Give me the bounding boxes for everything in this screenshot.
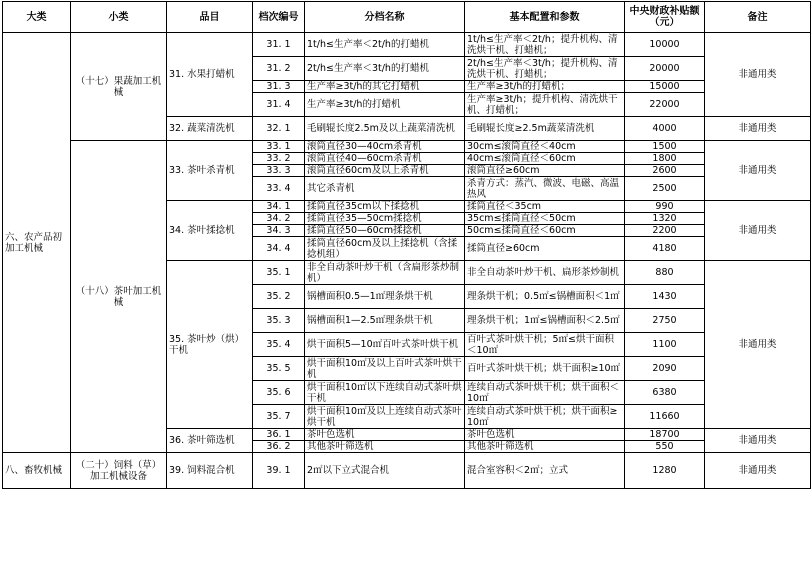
- tier-name: 烘干面积10㎡及以上连续自动式茶叶烘干机: [305, 405, 465, 429]
- table-row: [3, 33, 811, 57]
- tier-name: 其他茶叶筛选机: [305, 441, 465, 453]
- subsidy-value: 4000: [625, 117, 705, 141]
- remark-cell: 非通用类: [705, 33, 811, 117]
- tier-name: 揉筒直径60cm及以上揉捻机（含揉捻机组）: [305, 237, 465, 261]
- subsidy-value: 1320: [625, 213, 705, 225]
- tier-code: 31. 3: [253, 81, 305, 93]
- tier-code: 33. 4: [253, 177, 305, 201]
- tier-name: 2㎡以下立式混合机: [305, 453, 465, 489]
- tier-name: 1t/h≤生产率＜2t/h的打蜡机: [305, 33, 465, 57]
- subsidy-value: 2200: [625, 225, 705, 237]
- subsidy-value: 6380: [625, 381, 705, 405]
- tier-spec: 茶叶色选机: [465, 429, 625, 441]
- subsidy-value: 10000: [625, 33, 705, 57]
- tier-code: 32. 1: [253, 117, 305, 141]
- tier-name: 毛刷辊长度2.5m及以上蔬菜清洗机: [305, 117, 465, 141]
- subsidy-value: 1500: [625, 141, 705, 153]
- subsidy-value: 990: [625, 201, 705, 213]
- tier-code: 35. 4: [253, 333, 305, 357]
- tier-spec: 50cm≤揉筒直径＜60cm: [465, 225, 625, 237]
- remark-cell: 非通用类: [705, 261, 811, 429]
- tier-code: 31. 1: [253, 33, 305, 57]
- tier-spec: 30cm≤滚筒直径＜40cm: [465, 141, 625, 153]
- tier-name: 茶叶色选机: [305, 429, 465, 441]
- subsidy-value: 22000: [625, 93, 705, 117]
- subsidy-value: 2600: [625, 165, 705, 177]
- subsidy-value: 20000: [625, 57, 705, 81]
- item-cell: 31. 水果打蜡机: [167, 33, 253, 117]
- tier-code: 35. 6: [253, 381, 305, 405]
- subsidy-value: 11660: [625, 405, 705, 429]
- tier-spec: 滚筒直径≥60cm: [465, 165, 625, 177]
- subsidy-value: 15000: [625, 81, 705, 93]
- subsidy-value: 1430: [625, 285, 705, 309]
- tier-code: 34. 3: [253, 225, 305, 237]
- tier-spec: 揉筒直径≥60cm: [465, 237, 625, 261]
- tier-spec: 连续自动式茶叶烘干机；烘干面积＜10㎡: [465, 381, 625, 405]
- subsidy-value: 2500: [625, 177, 705, 201]
- tier-spec: 毛刷辊长度≥2.5m蔬菜清洗机: [465, 117, 625, 141]
- tier-name: 生产率≥3t/h的其它打蜡机: [305, 81, 465, 93]
- tier-spec: 其他茶叶筛选机: [465, 441, 625, 453]
- tier-spec: 理条烘干机；0.5㎡≤锅槽面积＜1㎡: [465, 285, 625, 309]
- subsidy-value: 880: [625, 261, 705, 285]
- item-cell: 35. 茶叶炒（烘）干机: [167, 261, 253, 429]
- header-item: 品目: [167, 2, 253, 33]
- header-row: [3, 2, 811, 33]
- tier-spec: 百叶式茶叶烘干机；5㎡≤烘干面积＜10㎡: [465, 333, 625, 357]
- tier-spec: 非全自动茶叶炒干机、扁形茶炒制机: [465, 261, 625, 285]
- tier-name: 滚筒直径40—60cm杀青机: [305, 153, 465, 165]
- header-spec: 基本配置和参数: [465, 2, 625, 33]
- item-cell: 32. 蔬菜清洗机: [167, 117, 253, 141]
- item-cell: 33. 茶叶杀青机: [167, 141, 253, 201]
- header-category: 大类: [3, 2, 71, 33]
- subsidy-value: 1100: [625, 333, 705, 357]
- remark-cell: 非通用类: [705, 201, 811, 261]
- tier-code: 35. 1: [253, 261, 305, 285]
- tier-code: 33. 2: [253, 153, 305, 165]
- tier-code: 39. 1: [253, 453, 305, 489]
- tier-code: 34. 4: [253, 237, 305, 261]
- tier-name: 烘干面积5—10㎡百叶式茶叶烘干机: [305, 333, 465, 357]
- tier-code: 31. 4: [253, 93, 305, 117]
- tier-spec: 2t/h≤生产率＜3t/h；提升机构、清洗烘干机、打蜡机；: [465, 57, 625, 81]
- header-tier-code: 档次编号: [253, 2, 305, 33]
- tier-spec: 生产率≥3t/h的打蜡机；: [465, 81, 625, 93]
- subcategory-cell: （十八）茶叶加工机械: [71, 141, 167, 453]
- subsidy-value: 2090: [625, 357, 705, 381]
- tier-name: 烘干面积10㎡以下连续自动式茶叶烘干机: [305, 381, 465, 405]
- header-subcategory: 小类: [71, 2, 167, 33]
- tier-spec: 揉筒直径＜35cm: [465, 201, 625, 213]
- tier-spec: 杀青方式：蒸汽、微波、电磁、高温热风: [465, 177, 625, 201]
- tier-code: 36. 1: [253, 429, 305, 441]
- header-subsidy: 中央财政补贴额（元）: [625, 2, 705, 33]
- subsidy-value: 4180: [625, 237, 705, 261]
- tier-spec: 生产率≥3t/h；提升机构、清洗烘干机、打蜡机；: [465, 93, 625, 117]
- tier-name: 生产率≥3t/h的打蜡机: [305, 93, 465, 117]
- subsidy-table: [2, 1, 811, 489]
- tier-code: 31. 2: [253, 57, 305, 81]
- tier-name: 揉筒直径50—60cm揉捻机: [305, 225, 465, 237]
- header-tier-name: 分档名称: [305, 2, 465, 33]
- subsidy-value: 1800: [625, 153, 705, 165]
- subcategory-cell: （二十）饲料（草）加工机械设备: [71, 453, 167, 489]
- table-row: [3, 141, 811, 153]
- tier-code: 34. 1: [253, 201, 305, 213]
- tier-name: 揉筒直径35cm以下揉捻机: [305, 201, 465, 213]
- header-remark: 备注: [705, 2, 811, 33]
- subsidy-value: 550: [625, 441, 705, 453]
- tier-spec: 35cm≤揉筒直径＜50cm: [465, 213, 625, 225]
- category-cell: 八、畜牧机械: [3, 453, 71, 489]
- tier-spec: 理条烘干机；1㎡≤锅槽面积＜2.5㎡: [465, 309, 625, 333]
- tier-spec: 百叶式茶叶烘干机；烘干面积≥10㎡: [465, 357, 625, 381]
- tier-name: 其它杀青机: [305, 177, 465, 201]
- tier-name: 滚筒直径30—40cm杀青机: [305, 141, 465, 153]
- tier-name: 滚筒直径60cm及以上杀青机: [305, 165, 465, 177]
- tier-code: 35. 3: [253, 309, 305, 333]
- tier-code: 35. 2: [253, 285, 305, 309]
- tier-name: 锅槽面积0.5—1㎡理条烘干机: [305, 285, 465, 309]
- subcategory-cell: （十七）果蔬加工机械: [71, 33, 167, 141]
- tier-code: 36. 2: [253, 441, 305, 453]
- item-cell: 34. 茶叶揉捻机: [167, 201, 253, 261]
- tier-name: 烘干面积10㎡及以上百叶式茶叶烘干机: [305, 357, 465, 381]
- tier-spec: 连续自动式茶叶烘干机；烘干面积≥10㎡: [465, 405, 625, 429]
- tier-code: 33. 1: [253, 141, 305, 153]
- subsidy-value: 1280: [625, 453, 705, 489]
- tier-name: 锅槽面积1—2.5㎡理条烘干机: [305, 309, 465, 333]
- tier-code: 34. 2: [253, 213, 305, 225]
- tier-spec: 40cm≤滚筒直径＜60cm: [465, 153, 625, 165]
- subsidy-value: 2750: [625, 309, 705, 333]
- remark-cell: 非通用类: [705, 141, 811, 201]
- tier-name: 揉筒直径35—50cm揉捻机: [305, 213, 465, 225]
- subsidy-value: 18700: [625, 429, 705, 441]
- tier-spec: 1t/h≤生产率＜2t/h；提升机构、清洗烘干机、打蜡机；: [465, 33, 625, 57]
- tier-code: 35. 5: [253, 357, 305, 381]
- tier-name: 2t/h≤生产率＜3t/h的打蜡机: [305, 57, 465, 81]
- category-cell: 六、农产品初加工机械: [3, 33, 71, 453]
- tier-spec: 混合室容积＜2㎡；立式: [465, 453, 625, 489]
- tier-code: 33. 3: [253, 165, 305, 177]
- tier-name: 非全自动茶叶炒干机（含扁形茶炒制机）: [305, 261, 465, 285]
- remark-cell: 非通用类: [705, 117, 811, 141]
- remark-cell: 非通用类: [705, 429, 811, 453]
- item-cell: 39. 饲料混合机: [167, 453, 253, 489]
- table-row: [3, 453, 811, 489]
- remark-cell: 非通用类: [705, 453, 811, 489]
- tier-code: 35. 7: [253, 405, 305, 429]
- item-cell: 36. 茶叶筛选机: [167, 429, 253, 453]
